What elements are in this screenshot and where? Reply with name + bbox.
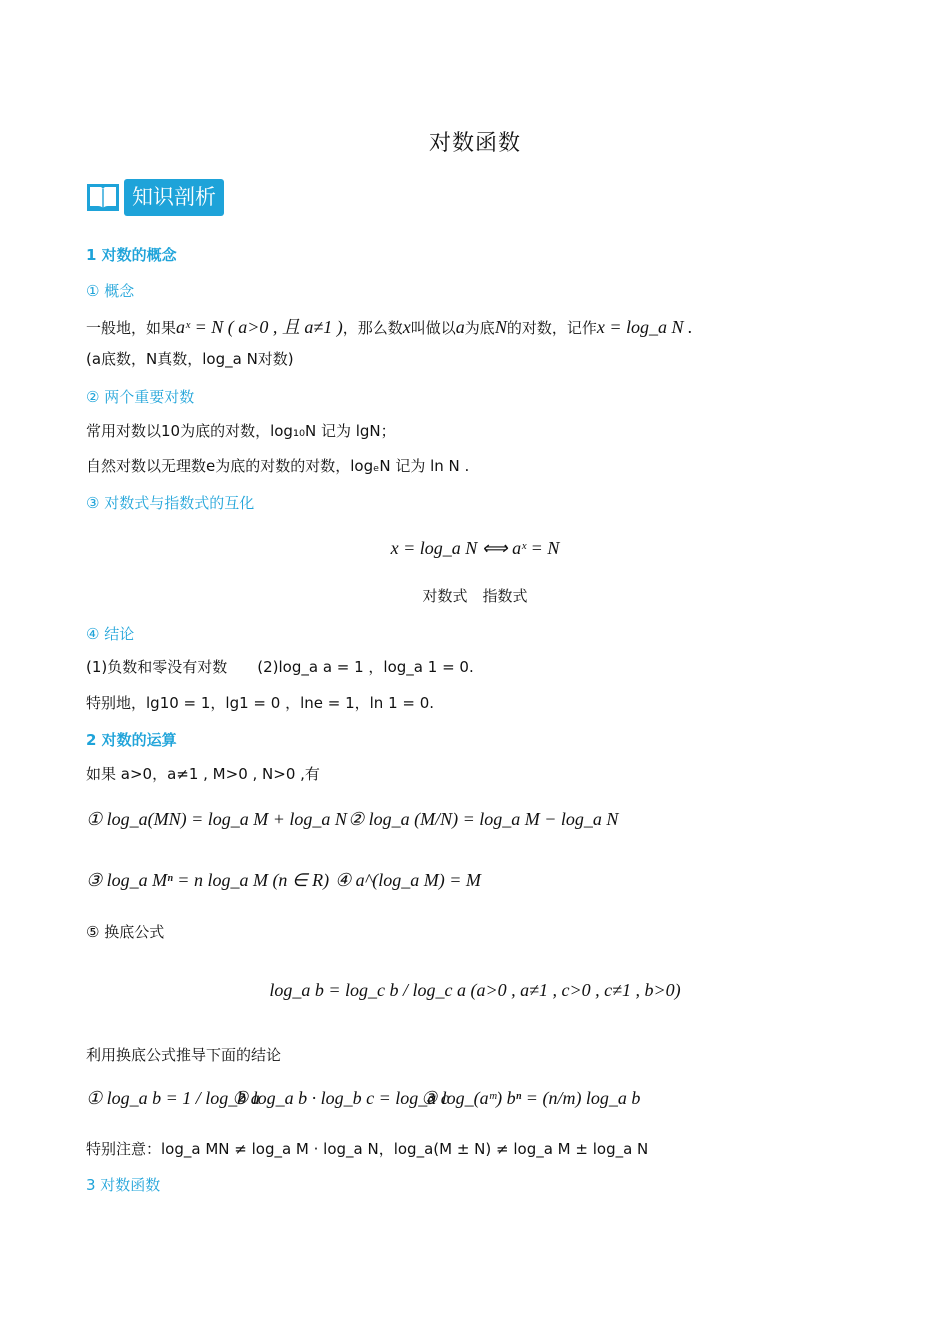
definition-note: (a底数，N真数，log_a N对数) bbox=[86, 350, 294, 368]
banner-label: 知识剖析 bbox=[124, 179, 224, 216]
two-logs-label: ② 两个重要对数 bbox=[86, 388, 195, 406]
conclusion-line-2: 特别地，lg10 = 1，lg1 = 0 ，lne = 1，ln 1 = 0. bbox=[86, 694, 435, 712]
operation-condition: 如果 a>0，a≠1 , M>0 , N>0 ,有 bbox=[86, 765, 320, 783]
derived-reciprocal: ① log_a b = 1 / log_b a bbox=[86, 1088, 260, 1108]
rule-identity: ④ a^(log_a M) = M bbox=[335, 870, 481, 890]
rule-product: ① log_a(MN) = log_a M + log_a N bbox=[86, 809, 347, 829]
change-base-label: ⑤ 换底公式 bbox=[86, 923, 165, 941]
derived-power-base: ③ log_(aᵐ) bⁿ = (n/m) log_a b bbox=[421, 1088, 641, 1108]
conversion-label: ③ 对数式与指数式的互化 bbox=[86, 494, 255, 512]
page-title: 对数函数 bbox=[428, 131, 521, 156]
concept-label: ① 概念 bbox=[86, 282, 135, 300]
rule-power: ③ log_a Mⁿ = n log_a M (n ∈ R) bbox=[86, 870, 330, 890]
conversion-formula: x = log_a N ⟺ aˣ = N bbox=[390, 538, 560, 558]
open-book-icon bbox=[86, 180, 120, 214]
special-note: 特别注意：log_a MN ≠ log_a M · log_a N，log_a(M ± N) ≠ log_a M ± log_a N bbox=[86, 1140, 649, 1158]
conclusion-label: ④ 结论 bbox=[86, 625, 135, 643]
conversion-caption: 对数式 指数式 bbox=[422, 587, 528, 605]
derive-intro: 利用换底公式推导下面的结论 bbox=[86, 1046, 282, 1064]
natural-log-line: 自然对数以无理数e为底的对数的对数，logₑN 记为 ln N . bbox=[86, 457, 470, 475]
section-1-heading: 1 对数的概念 bbox=[86, 246, 177, 264]
section-banner bbox=[86, 178, 224, 216]
common-log-line: 常用对数以10为底的对数，log₁₀N 记为 lgN； bbox=[86, 422, 396, 440]
derived-chain: ② log_a b · log_b c = log_a c bbox=[232, 1088, 449, 1108]
section-3-heading: 3 对数函数 bbox=[86, 1176, 161, 1194]
section-2-heading: 2 对数的运算 bbox=[86, 731, 177, 749]
change-base-formula: log_a b = log_c b / log_c a (a>0 , a≠1 , c>0 , c≠1 , b>0) bbox=[269, 980, 681, 1000]
conclusion-line-1: (1)负数和零没有对数 (2)log_a a = 1 ，log_a 1 = 0. bbox=[86, 658, 474, 676]
definition-line: 一般地，如果aˣ = N ( a>0 , 且 a≠1 )，那么数x叫做以a为底N的对数，记作x = log_a N . bbox=[86, 317, 693, 337]
rule-quotient: ② log_a (M/N) = log_a M − log_a N bbox=[348, 809, 619, 829]
